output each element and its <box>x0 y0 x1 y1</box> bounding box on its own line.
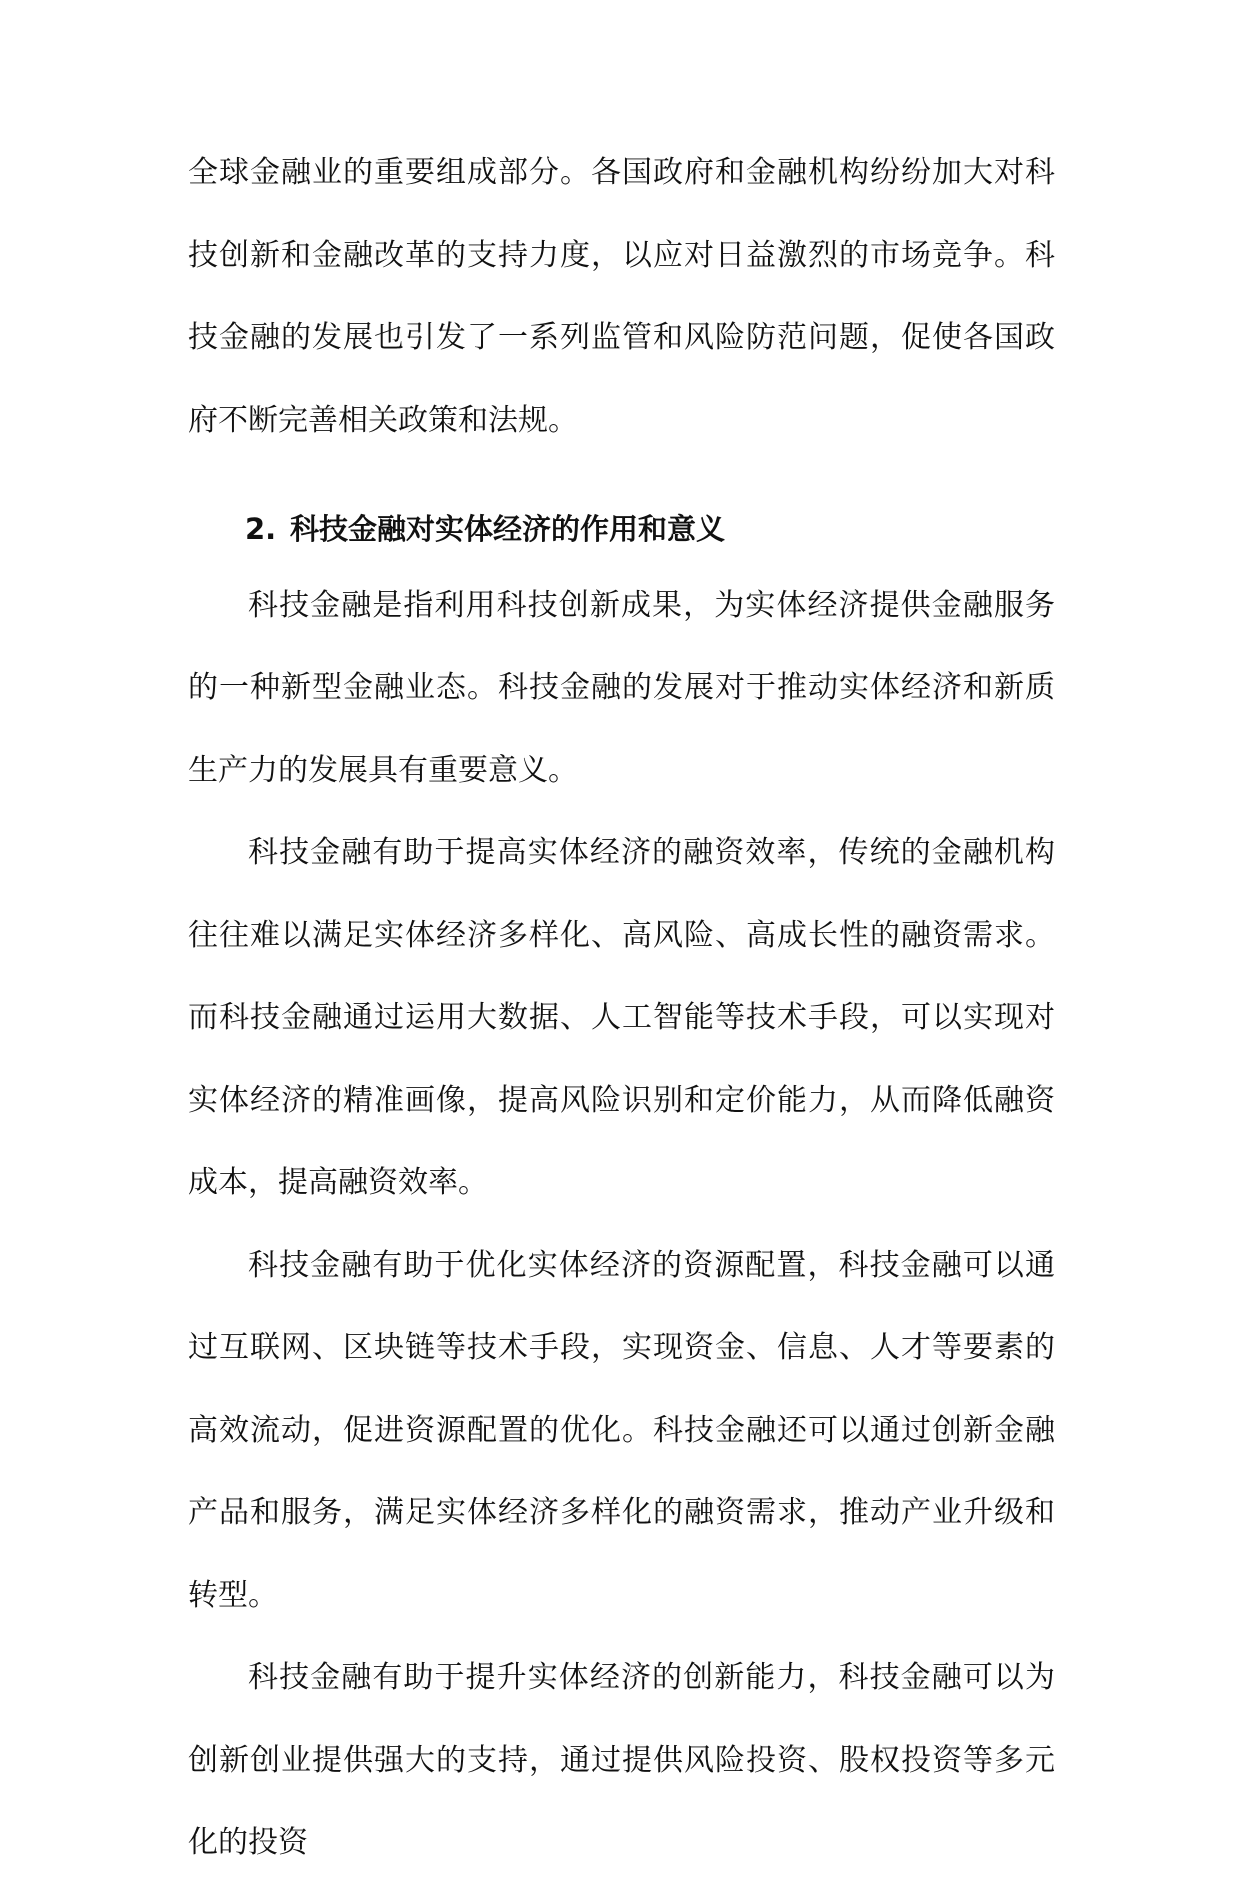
paragraph-innovation-capacity: 科技金融有助于提升实体经济的创新能力，科技金融可以为创新创业提供强大的支持，通过提供风险投资、股权投资等多元化的投资 <box>188 1660 1055 1860</box>
section-title: 科技金融对实体经济的作用和意义 <box>290 512 726 546</box>
paragraph-financing-efficiency: 科技金融有助于提高实体经济的融资效率，传统的金融机构往往难以满足实体经济多样化、高风险、高成长性的融资需求。而科技金融通过运用大数据、人工智能等技术手段，可以实现对实体经济的精准画像，提高风险识别和定价能力，从而降低融资成本，提高融资效率。 <box>188 835 1055 1200</box>
paragraph-resource-allocation: 科技金融有助于优化实体经济的资源配置，科技金融可以通过互联网、区块链等技术手段，实现资金、信息、人才等要素的高效流动，促进资源配置的优化。科技金融还可以通过创新金融产品和服务，满足实体经济多样化的融资需求，推动产业升级和转型。 <box>188 1247 1055 1613</box>
continued-paragraph: 全球金融业的重要组成部分。各国政府和金融机构纷纷加大对科技创新和金融改革的支持力度，以应对日益激烈的市场竞争。科技金融的发展也引发了一系列监管和风险防范问题，促使各国政府不断完善相关政策和法规。 <box>188 155 1055 438</box>
paragraph-definition: 科技金融是指利用科技创新成果，为实体经济提供金融服务的一种新型金融业态。科技金融的发展对于推动实体经济和新质生产力的发展具有重要意义。 <box>188 587 1055 788</box>
document-page <box>188 132 1055 1885</box>
section-heading <box>188 488 1055 571</box>
section-number: 2. <box>245 512 277 546</box>
